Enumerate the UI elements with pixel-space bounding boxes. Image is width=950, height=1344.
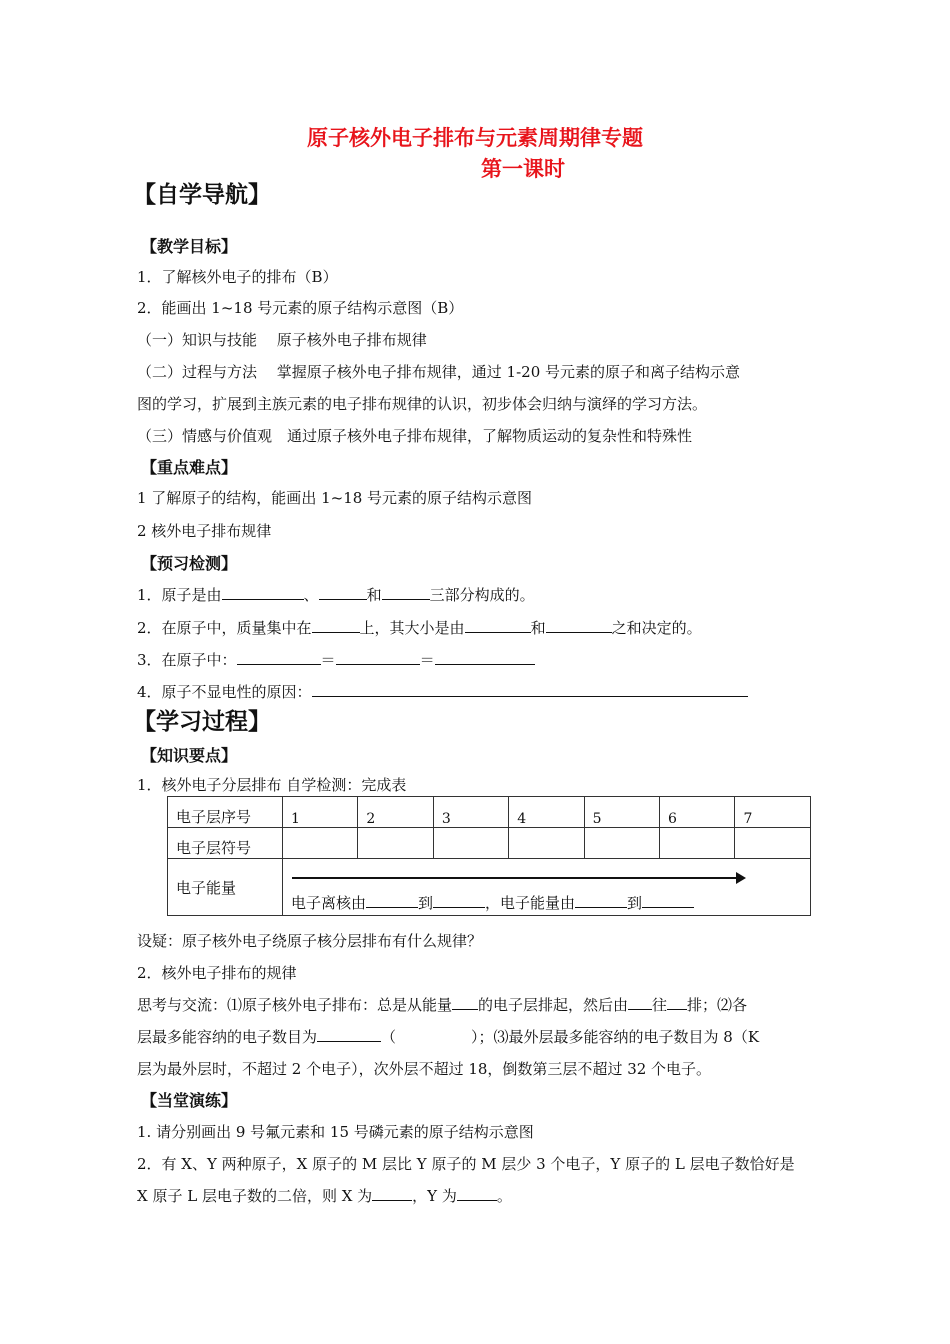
heading-knowledge-points: 【知识要点】 <box>141 746 238 765</box>
rule-heading: 2．核外电子排布的规律 <box>137 964 297 982</box>
blank[interactable] <box>435 649 535 665</box>
blank[interactable] <box>575 892 627 908</box>
blank[interactable] <box>312 681 748 697</box>
think-line-1: 思考与交流：⑴原子核外电子排布：总是从能量 的电子层排起，然后由 往 排；⑵各 <box>137 996 748 1014</box>
shell-number-cell: 6 <box>660 797 735 828</box>
practice-line-3: X 原子 L 层电子数的二倍，则 X 为 ，Y 为 。 <box>137 1187 512 1205</box>
preview-question-4: 4．原子不显电性的原因： <box>137 681 748 703</box>
blank[interactable] <box>628 994 652 1010</box>
table-row <box>168 828 811 859</box>
shell-number-cell: 1 <box>283 797 358 828</box>
blank[interactable] <box>222 584 304 600</box>
blank[interactable] <box>433 892 485 908</box>
practice-line-2: 2．有 X、Y 两种原子，X 原子的 M 层比 Y 原子的 M 层少 3 个电子，Y 原子的 L 层电子数恰好是 <box>137 1155 795 1173</box>
shell-number-cell: 4 <box>509 797 584 828</box>
symbol-input-cell[interactable] <box>433 828 508 859</box>
arrow-head-icon <box>736 872 746 884</box>
blank[interactable] <box>312 617 360 633</box>
heading-preview-check: 【预习检测】 <box>141 554 238 573</box>
symbol-input-cell[interactable] <box>660 828 735 859</box>
blank[interactable] <box>237 649 321 665</box>
energy-cell: 电子离核由 到 ，电子能量由 到 <box>283 859 811 916</box>
preview-question-1: 1．原子是由 、 和 三部分构成的。 <box>137 586 535 604</box>
shell-number-cell: 2 <box>358 797 433 828</box>
goal-line-4: （二）过程与方法 掌握原子核外电子排布规律，通过 1-20 号元素的原子和离子结构示意 <box>137 363 741 381</box>
shell-number-cell: 7 <box>735 797 811 828</box>
table-row <box>168 797 811 828</box>
symbol-input-cell[interactable] <box>584 828 659 859</box>
table-row <box>168 859 811 916</box>
heading-teaching-goals: 【教学目标】 <box>141 237 238 256</box>
energy-arrow <box>292 877 738 879</box>
blank[interactable] <box>667 994 687 1010</box>
heading-practice: 【当堂演练】 <box>141 1091 238 1110</box>
keypoint-line-1: 1 了解原子的结构，能画出 1~18 号元素的原子结构示意图 <box>137 489 533 507</box>
row-label-shell-number: 电子层序号 <box>168 797 283 828</box>
blank[interactable] <box>372 1185 412 1201</box>
keypoint-line-2: 2 核外电子排布规律 <box>137 522 272 540</box>
preview-question-3: 3．在原子中： ＝ ＝ <box>137 649 535 671</box>
blank[interactable] <box>452 994 478 1010</box>
preview-question-2: 2．在原子中，质量集中在 上，其大小是由 和 之和决定的。 <box>137 619 702 637</box>
row-label-energy: 电子能量 <box>168 859 283 916</box>
goal-line-1: 1．了解核外电子的排布（B） <box>137 268 338 286</box>
blank[interactable] <box>319 584 367 600</box>
blank[interactable] <box>546 617 612 633</box>
symbol-input-cell[interactable] <box>283 828 358 859</box>
electron-shell-table <box>167 796 811 916</box>
title-line1: 原子核外电子排布与元素周期律专题 <box>307 126 643 150</box>
goal-line-2: 2．能画出 1~18 号元素的原子结构示意图（B） <box>137 299 464 317</box>
blank[interactable] <box>465 617 531 633</box>
blank[interactable] <box>382 584 430 600</box>
row-label-shell-symbol: 电子层符号 <box>168 828 283 859</box>
symbol-input-cell[interactable] <box>358 828 433 859</box>
symbol-input-cell[interactable] <box>735 828 811 859</box>
section-heading-learning-process: 【学习过程】 <box>133 709 271 735</box>
blank[interactable] <box>457 1185 497 1201</box>
blank[interactable] <box>317 1026 381 1042</box>
shell-number-cell: 5 <box>584 797 659 828</box>
section-heading-self-study: 【自学导航】 <box>133 182 271 208</box>
goal-line-3: （一）知识与技能 原子核外电子排布规律 <box>137 331 427 349</box>
blank[interactable] <box>366 892 418 908</box>
shell-number-cell: 3 <box>433 797 508 828</box>
goal-line-6: （三）情感与价值观 通过原子核外电子排布规律，了解物质运动的复杂性和特殊性 <box>137 427 693 445</box>
doubt-line: 设疑：原子核外电子绕原子核分层排布有什么规律？ <box>137 932 483 950</box>
blank[interactable] <box>336 649 420 665</box>
heading-key-points: 【重点难点】 <box>141 458 238 477</box>
blank[interactable] <box>642 892 694 908</box>
title-line2: 第一课时 <box>481 157 565 181</box>
goal-line-5: 图的学习，扩展到主族元素的电子排布规律的认识，初步体会归纳与演绎的学习方法。 <box>137 395 708 413</box>
think-line-3: 层为最外层时，不超过 2 个电子），次外层不超过 18，倒数第三层不超过 32 个电子。 <box>137 1060 712 1078</box>
knowledge-line-1: 1．核外电子分层排布 自学检测：完成表 <box>137 776 407 794</box>
symbol-input-cell[interactable] <box>509 828 584 859</box>
think-line-2: 层最多能容纳的电子数目为 （ ）；⑶最外层最多能容纳的电子数目为 8（K <box>137 1028 760 1046</box>
practice-line-1: 1. 请分别画出 9 号氟元素和 15 号磷元素的原子结构示意图 <box>137 1123 534 1141</box>
